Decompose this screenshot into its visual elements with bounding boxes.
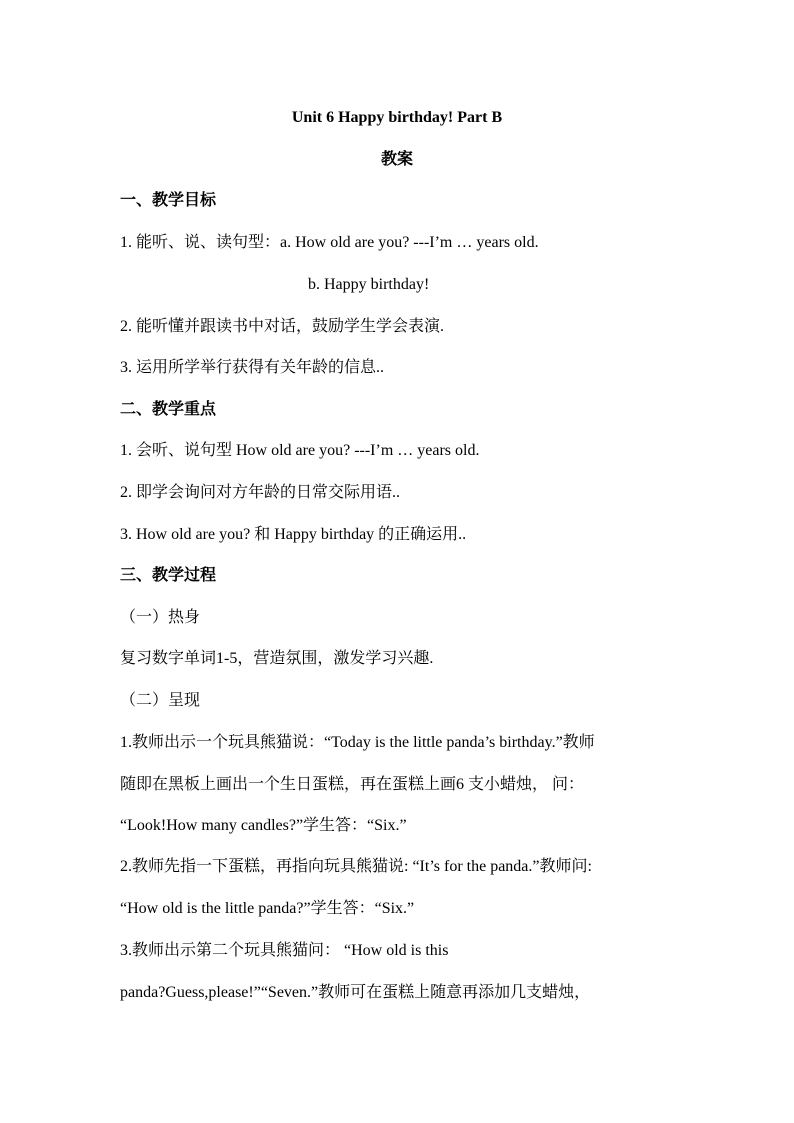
key-point-item-1: 1. 会听、说句型 How old are you? ---I’m … years old. (120, 442, 480, 459)
presentation-step-1-line-3: “Look!How many candles?”学生答：“Six.” (120, 817, 407, 834)
document-title: Unit 6 Happy birthday! Part B (291, 109, 503, 126)
section-heading-key-points: 二、教学重点 (120, 401, 217, 418)
section-heading-process: 三、教学过程 (120, 567, 217, 584)
document-subtitle: 教案 (380, 151, 413, 168)
objective-item-1b: b. Happy birthday! (308, 276, 430, 293)
presentation-step-2-line-1: 2.教师先指一下蛋糕，再指向玩具熊猫说: “It’s for the panda.”教师问: (120, 858, 592, 875)
objective-item-2: 2. 能听懂并跟读书中对话，鼓励学生学会表演. (120, 318, 445, 335)
presentation-step-3-line-2: panda?Guess,please!”“Seven.”教师可在蛋糕上随意再添加几支蜡烛， (120, 984, 591, 1001)
key-point-item-3: 3. How old are you? 和 Happy birthday 的正确运用.. (120, 526, 467, 543)
objective-item-3: 3. 运用所学举行获得有关年龄的信息.. (120, 359, 385, 376)
presentation-step-3-line-1: 3.教师出示第二个玩具熊猫问： “How old is this (120, 942, 449, 959)
process-warmup-text: 复习数字单词1-5，营造氛围，激发学习兴趣. (120, 650, 434, 667)
objective-item-1: 1. 能听、说、读句型：a. How old are you? ---I’m … years old. (120, 234, 539, 251)
presentation-step-1-line-1: 1.教师出示一个玩具熊猫说：“Today is the little panda’s birthday.”教师 (120, 734, 595, 751)
presentation-step-2-line-2: “How old is the little panda?”学生答：“Six.” (120, 900, 415, 917)
section-heading-objectives: 一、教学目标 (120, 192, 217, 209)
key-point-item-2: 2. 即学会询问对方年龄的日常交际用语.. (120, 484, 401, 501)
presentation-step-1-line-2: 随即在黑板上画出一个生日蛋糕，再在蛋糕上画6 支小蜡烛， 问： (120, 776, 585, 793)
process-subheading-warmup: （一）热身 (120, 609, 201, 626)
process-subheading-presentation: （二）呈现 (120, 692, 201, 709)
